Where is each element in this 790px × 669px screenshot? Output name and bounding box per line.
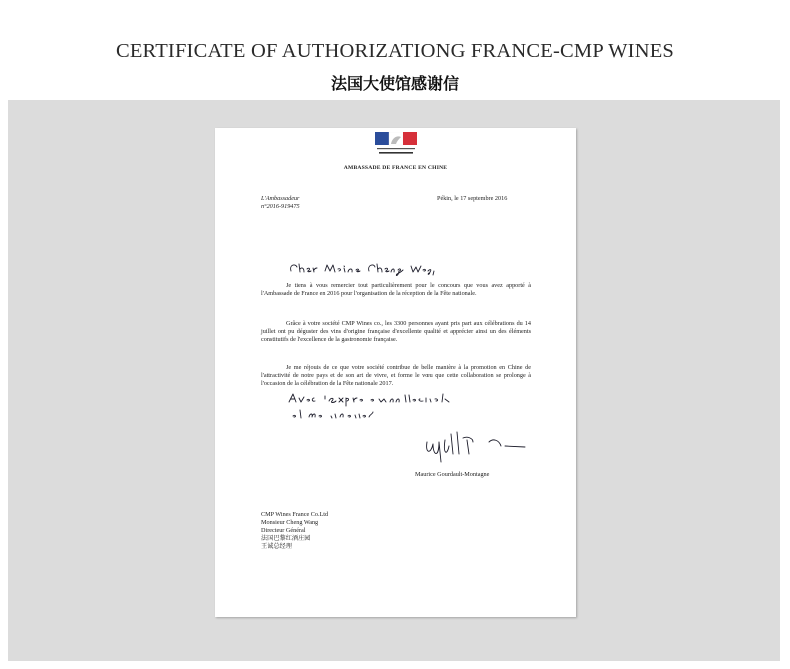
recipient-block bbox=[261, 511, 328, 551]
letter-date: Pékin, le 17 septembre 2016 bbox=[437, 195, 508, 202]
embassy-heading: AMBASSADE DE FRANCE EN CHINE bbox=[343, 165, 448, 171]
sender-block bbox=[261, 195, 300, 211]
signatory-name: Maurice Gourdault-Montagne bbox=[415, 471, 490, 478]
republique-francaise-logo bbox=[375, 132, 417, 160]
letter-paragraph-3: Je me réjouis de ce que votre société contribue de belle manière à la promotion en Chine de l'attractivité de notre pays et de son art de vivre, et forme le vœu que cette collaboration se prolonge à l'occasion de la célébration de la Fête nationale 2017. bbox=[261, 364, 531, 387]
page-header bbox=[0, 0, 790, 100]
recipient-line: Directeur Général bbox=[261, 527, 306, 534]
reference-number: n°2016-919475 bbox=[261, 203, 300, 210]
recipient-line: CMP Wines France Co.Ltd bbox=[261, 511, 329, 518]
recipient-line: 法国巴黎红酒庄园 bbox=[261, 535, 311, 542]
recipient-line: Monsieur Cheng Wang bbox=[261, 519, 319, 526]
letter-paragraph-2: Grâce à votre société CMP Wines co., les 3300 personnes ayant pris part aux célébrations du 14 juillet ont pu déguster des vins d'origine française d'excellente qualité et apprécier ainsi un des éléments constitutifs de l'excellence de la gastronomie française. bbox=[261, 320, 531, 343]
handwritten-closing bbox=[285, 390, 495, 424]
signature bbox=[421, 428, 541, 464]
recipient-line: 王诚总经理 bbox=[261, 543, 292, 550]
page-title: CERTIFICATE OF AUTHORIZATIONG FRANCE-CMP WINES bbox=[115, 40, 675, 62]
page-subtitle: 法国大使馆感谢信 bbox=[330, 74, 459, 93]
sender-title: L'Ambassadeur bbox=[261, 195, 300, 202]
handwritten-salutation bbox=[287, 259, 437, 277]
letter-document bbox=[215, 128, 576, 617]
letter-paragraph-1: Je tiens à vous remercier tout particulièrement pour le concours que vous avez apporté à l'Ambassade de France en 2016 pour l'organisation de la réception de la Fête nationale. bbox=[261, 282, 531, 297]
